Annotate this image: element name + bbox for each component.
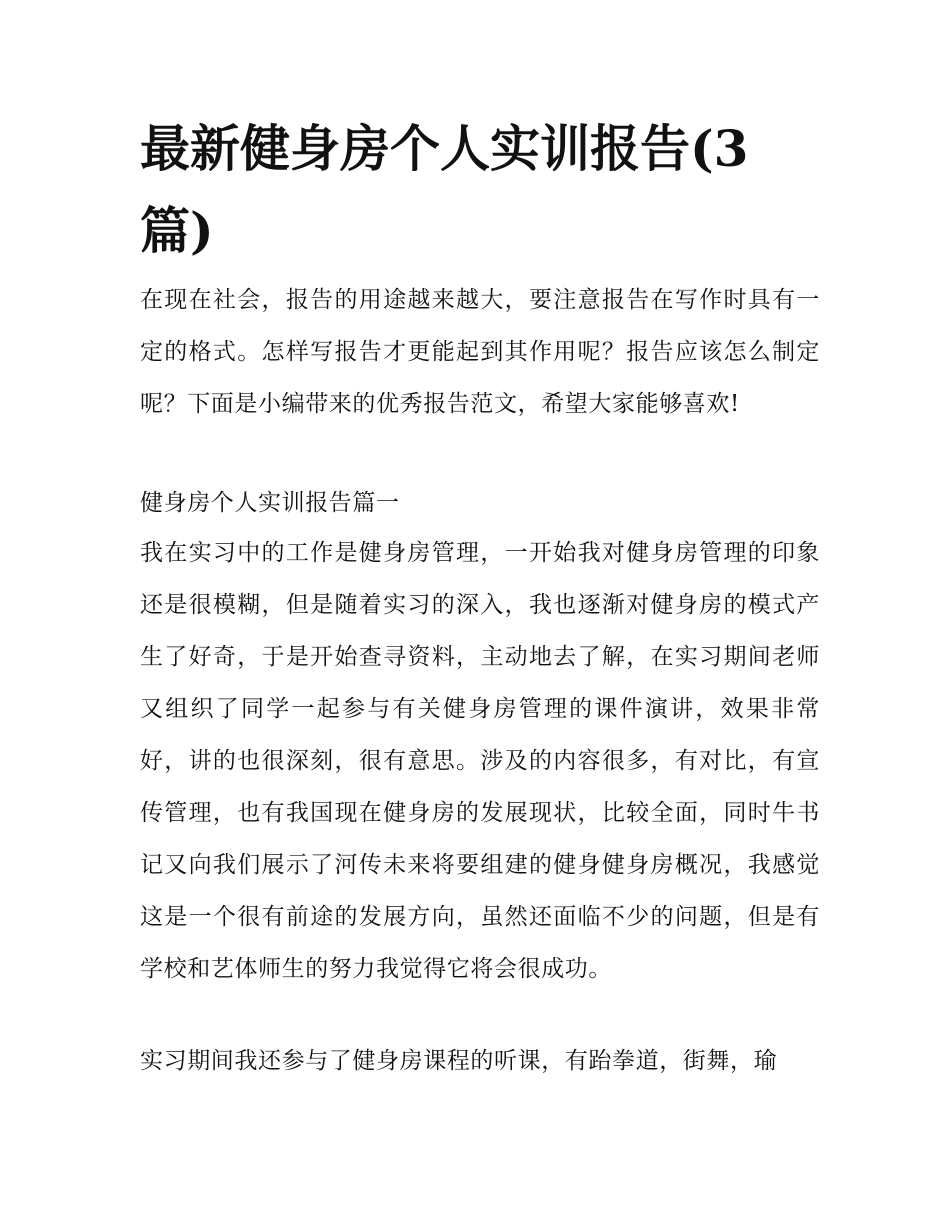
body-paragraph-2: 实习期间我还参与了健身房课程的听课，有跆拳道，街舞，瑜 [140, 1048, 778, 1074]
section-heading: 健身房个人实训报告篇一 [140, 490, 400, 516]
body-paragraph-1: 我在实习中的工作是健身房管理，一开始我对健身房管理的印象还是很模糊，但是随着实习的深入，我也逐渐对健身房的模式产生了好奇，于是开始查寻资料，主动地去了解，在实习期间老师又组织了同学一起参与有关健身房管理的课件演讲，效果非常好，讲的也很深刻，很有意思。涉及的内容很多，有对比，有宣传管理，也有我国现在健身房的发展现状，比较全面，同时牛书记又向我们展示了河传未来将要组建的健身健身房概况，我感觉这是一个很有前途的发展方向，虽然还面临不少的问题，但是有学校和艺体师生的努力我觉得它将会很成功。 [140, 540, 820, 982]
document-title: 最新健身房个人实训报告(3篇) [140, 119, 749, 260]
intro-paragraph: 在现在社会，报告的用途越来越大，要注意报告在写作时具有一定的格式。怎样写报告才更能起到其作用呢？报告应该怎么制定呢？下面是小编带来的优秀报告范文，希望大家能够喜欢! [140, 287, 820, 417]
